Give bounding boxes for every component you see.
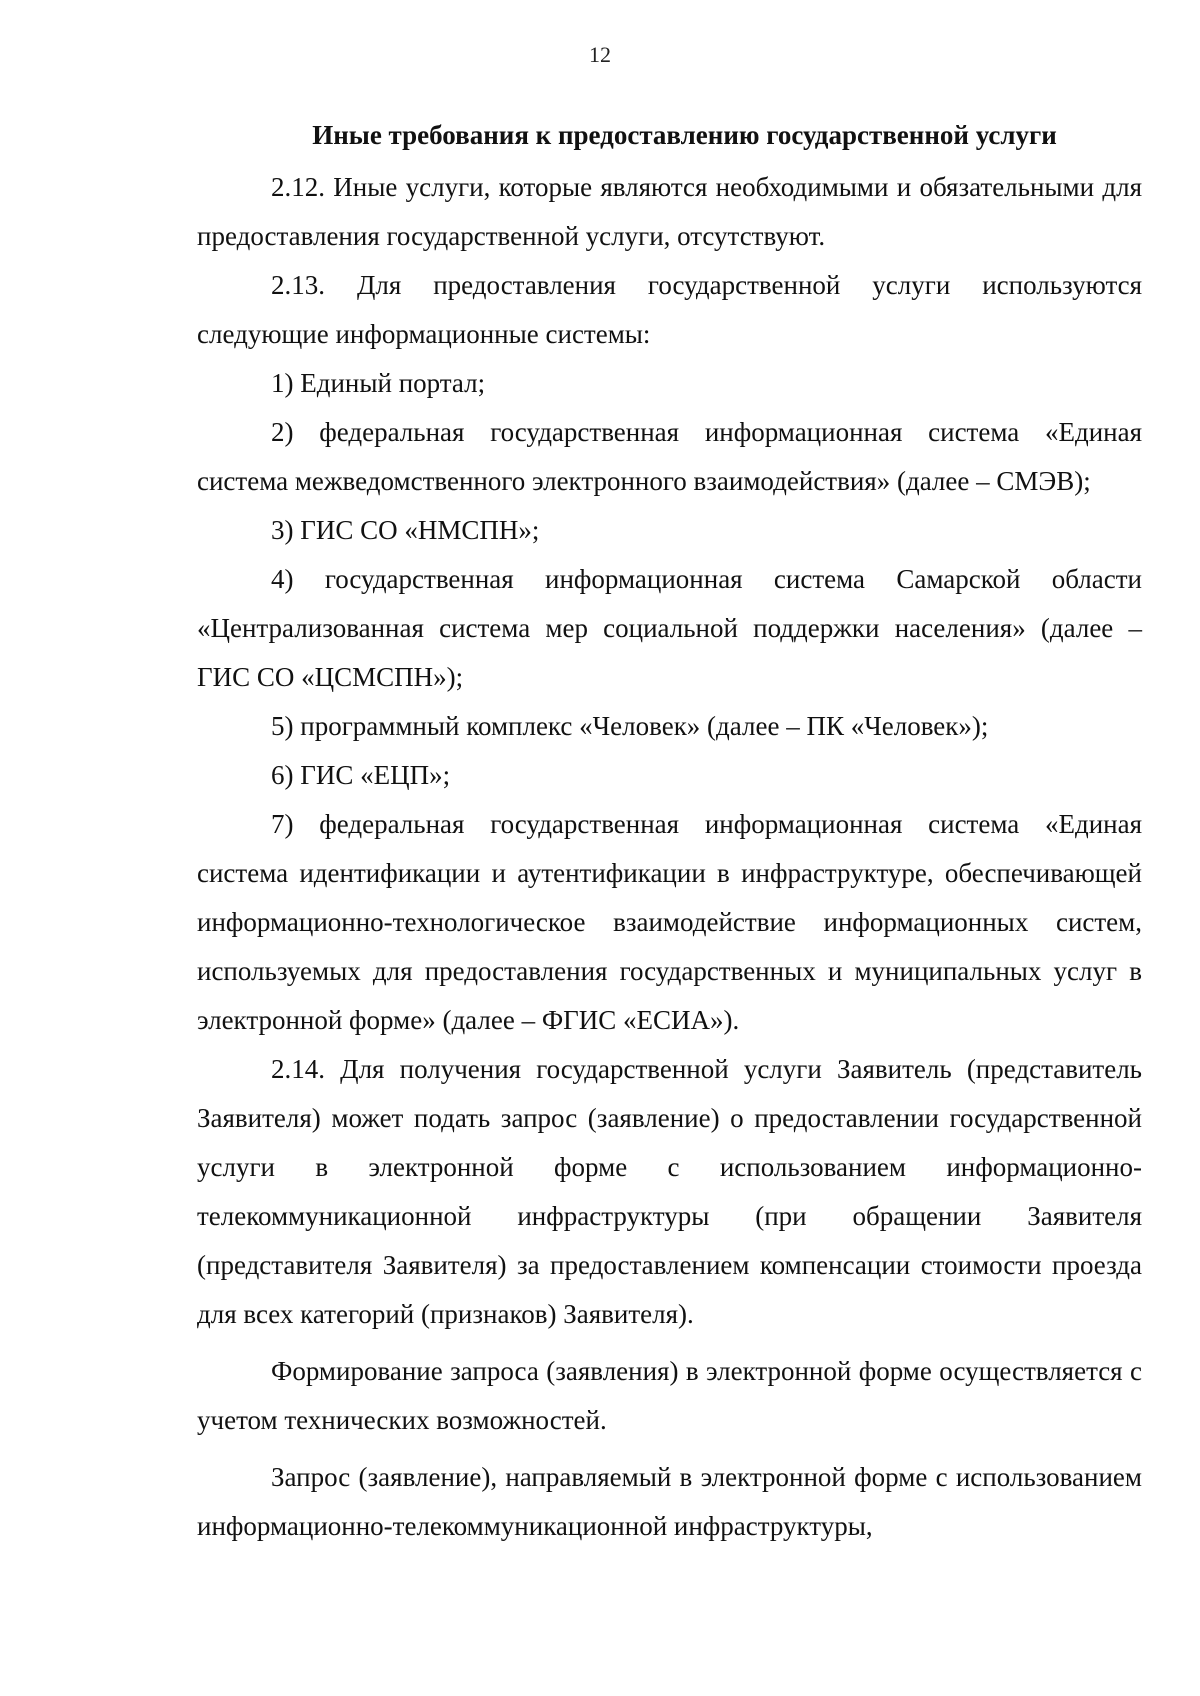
list-item-3: 3) ГИС СО «НМСПН»; (271, 515, 540, 545)
list-item-5: 5) программный комплекс «Человек» (далее – ПК «Человек»); (271, 711, 989, 741)
list-item-4: 4) государственная информационная система Самарской области «Централизованная система мер социальной поддержки населения» (далее – ГИС СО «ЦСМСПН»); (197, 564, 1142, 692)
paragraph-request-sent: Запрос (заявление), направляемый в электронной форме с использованием информационно-телекоммуникационной инфраструктуры, (197, 1462, 1142, 1541)
page-content (197, 115, 1142, 1551)
paragraph-2-13: 2.13. Для предоставления государственной услуги используются следующие информационные системы: (197, 270, 1142, 349)
page-number: 12 (589, 42, 611, 67)
paragraph-2-12: 2.12. Иные услуги, которые являются необходимыми и обязательными для предоставления государственной услуги, отсутствуют. (197, 172, 1142, 251)
list-item-7: 7) федеральная государственная информационная система «Единая система идентификации и аутентификации в инфраструктуре, обеспечивающей информационно-технологическое взаимодействие информационных систем, используемых для предоставления государственных и муниципальных услуг в электронной форме» (далее – ФГИС «ЕСИА»). (197, 809, 1142, 1035)
section-heading: Иные требования к предоставлению государственной услуги (312, 120, 1057, 150)
list-item-2: 2) федеральная государственная информационная система «Единая система межведомственного электронного взаимодействия» (далее – СМЭВ); (197, 417, 1142, 496)
list-item-6: 6) ГИС «ЕЦП»; (271, 760, 451, 790)
paragraph-forming-request: Формирование запроса (заявления) в электронной форме осуществляется с учетом технических возможностей. (197, 1356, 1142, 1435)
paragraph-2-14: 2.14. Для получения государственной услуги Заявитель (представитель Заявителя) может подать запрос (заявление) о предоставлении государственной услуги в электронной форме с использованием информационно-телекоммуникационной инфраструктуры (при обращении Заявителя (представителя Заявителя) за предоставлением компенсации стоимости проезда для всех категорий (признаков) Заявителя). (197, 1054, 1142, 1329)
list-item-1: 1) Единый портал; (271, 368, 486, 398)
